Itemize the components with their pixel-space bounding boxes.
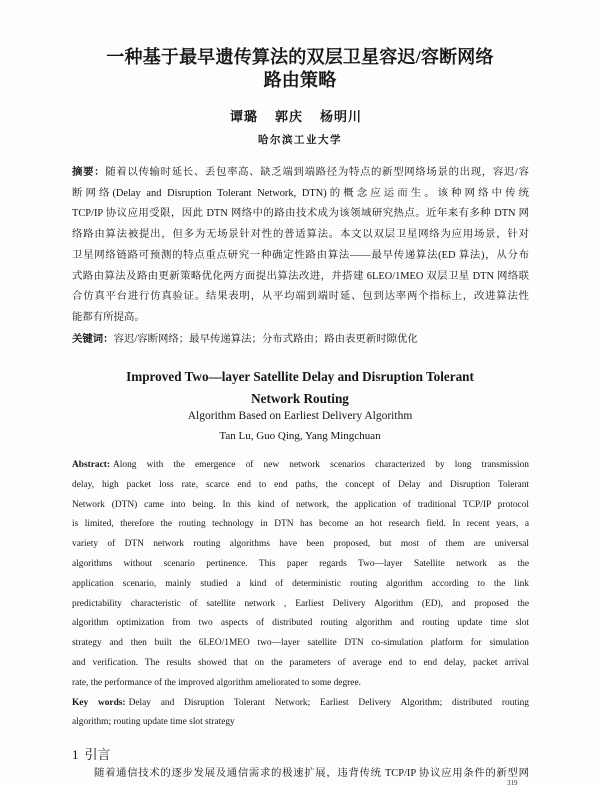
english-abstract-line: is limited, therefore the routing technology in DTN has become an hot research field. In recent years, a [72, 519, 529, 530]
english-keywords-text: Delay and Disruption Tolerant Network; Earliest Delivery Algorithm; distributed routing [128, 697, 529, 708]
chinese-keywords-text: 容迟/容断网络；最早传递算法；分布式路由；路由表更新时隙优化 [113, 334, 418, 345]
chinese-title-line-2: 路由策略 [263, 70, 337, 90]
english-abstract-line: rate, the performance of the improved algorithm ameliorated to some degree. [72, 677, 361, 688]
page-number: 319 [507, 779, 518, 786]
chinese-title [0, 46, 600, 92]
english-abstract-line: algorithm optimization from two aspects of distributed routing algorithm and routing update time slot [72, 618, 529, 629]
chinese-keywords-label: 关键词： [72, 334, 114, 345]
chinese-keywords [72, 330, 529, 350]
chinese-authors [0, 109, 592, 125]
english-keywords-line [72, 694, 529, 714]
english-abstract-line: and verification. The results showed that on the parameters of average end to end delay, packet arrival [72, 657, 529, 668]
chinese-abstract-line: 合仿真平台进行仿真验证。结果表明，从平均端到端时延、包到达率两个指标上，改进算法性 [72, 291, 529, 303]
english-abstract-line: delay, high packet loss rate, scarce end to end paths, the concept of Delay and Disruption Tolerant [72, 479, 529, 490]
english-abstract-line: predictability characteristic of satellite network , Earliest Delivery Algorithm (ED), and proposed the [72, 598, 529, 609]
english-abstract-line [72, 456, 529, 476]
chinese-title-line-1: 一种基于最早遗传算法的双层卫星容迟/容断网络 [106, 47, 494, 67]
english-title-line-1: Improved Two—layer Satellite Delay and Disruption Tolerant [126, 369, 474, 384]
english-title-line-2: Network Routing [251, 390, 349, 406]
english-abstract-text: Along with the emergence of new network scenarios characterized by long transmission [113, 460, 529, 470]
chinese-abstract [72, 163, 529, 329]
english-abstract-line: Network (DTN) came into being. In this kind of network, the application of traditional TCP/IP protocol [72, 499, 529, 510]
english-abstract-line: strategy and then built the 6LEO/1MEO two—layer satellite DTN co-simulation platform for simulation [72, 638, 529, 649]
chinese-abstract-text: 随着以传输时延长、丢包率高、缺乏端到端路径为特点的新型网络场景的出现，容迟/容 [105, 167, 529, 178]
english-abstract-label: Abstract: [72, 460, 111, 470]
chinese-abstract-line [72, 163, 529, 184]
chinese-abstract-line: 卫星网络链路可预测的特点重点研究一种确定性路由算法——最早传递算法(ED 算法)，从分布 [72, 249, 529, 261]
english-title [0, 366, 600, 409]
english-keywords-line: algorithm; routing update time slot strategy [72, 717, 235, 728]
english-abstract [72, 456, 529, 733]
english-keywords-label: Key words: [72, 697, 126, 708]
english-abstract-line: variety of DTN network routing algorithms have been proposed, but most of them are universal [72, 539, 529, 550]
author-name: 谭璐 [229, 109, 258, 124]
paragraph-line: 随着通信技术的逐步发展及通信需求的极速扩展，违背传统 TCP/IP 协议应用条件的新型网 [94, 768, 529, 779]
english-abstract-line: application scenario, mainly studied a kind of deterministic routing algorithm according to the link [72, 578, 529, 589]
section-paragraph [94, 767, 529, 781]
section-title: 引言 [84, 747, 111, 762]
chinese-abstract-line: 式路由算法及路由更新策略优化两方面提出算法改进，并搭建 6LEO/1MEO 双层卫星 DTN 网络联 [72, 270, 529, 282]
english-abstract-line: algorithms without scenario pertinence. This paper regards Two—layer Satellite network as the [72, 558, 529, 569]
chinese-abstract-line: TCP/IP 协议应用受限，因此 DTN 网络中的路由技术成为该领域研究热点。近年来有多种 DTN 网 [72, 208, 529, 220]
section-number: 1 [72, 747, 79, 762]
author-name: 郭庆 [274, 109, 303, 124]
chinese-abstract-line: 能都有所提高。 [72, 311, 145, 323]
english-subtitle: Algorithm Based on Earliest Delivery Algorithm [187, 410, 413, 422]
author-name: 杨明川 [320, 109, 363, 124]
chinese-affiliation: 哈尔滨工业大学 [258, 135, 342, 146]
chinese-abstract-label: 摘要： [72, 167, 106, 178]
chinese-abstract-line: 断网络(Delay and Disruption Tolerant Network, DTN)的概念应运而生。该种网络中传统 [72, 187, 529, 199]
english-authors: Tan Lu, Guo Qing, Yang Mingchuan [219, 430, 381, 442]
section-heading [72, 746, 111, 764]
chinese-abstract-line: 络路由算法被提出，但多为无场景针对性的普适算法。本文以双层卫星网络为应用场景，针对 [72, 229, 529, 241]
